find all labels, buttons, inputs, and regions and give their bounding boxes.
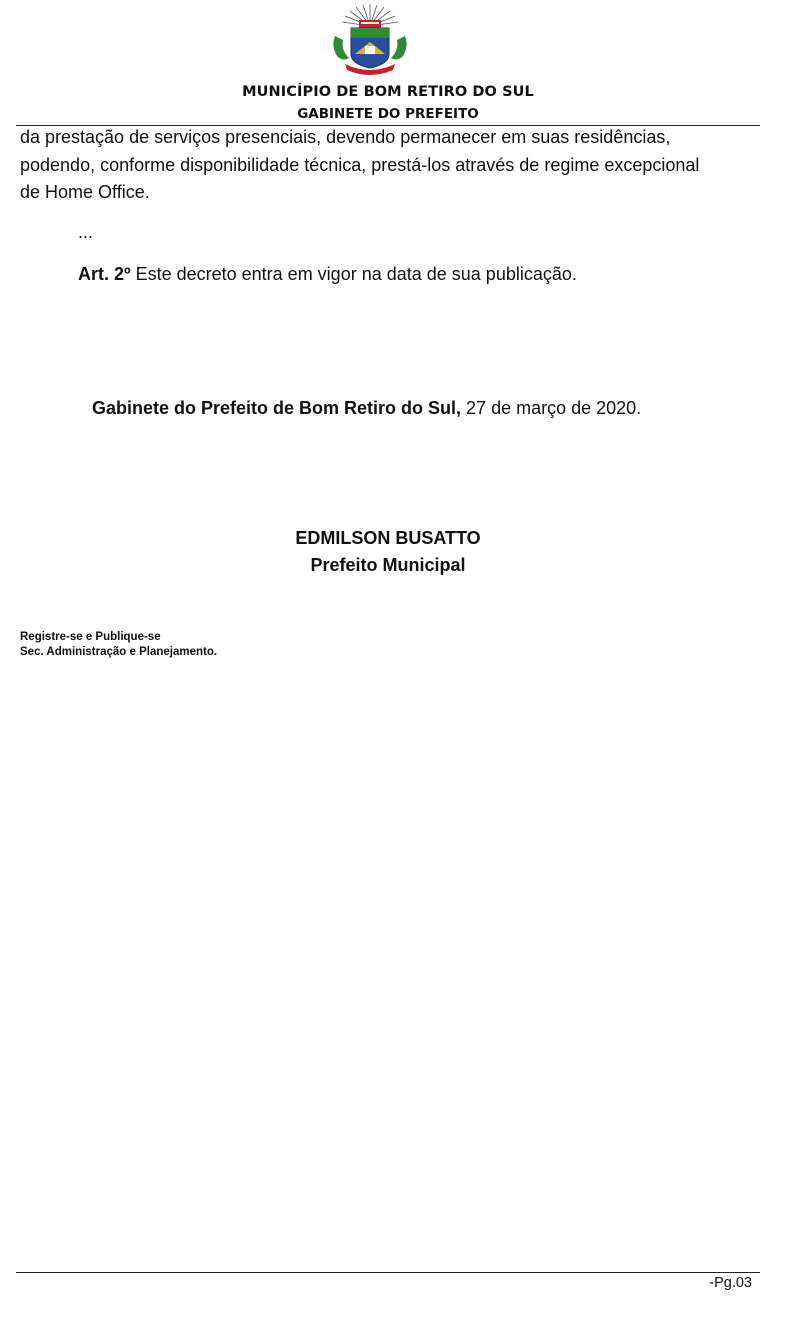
document-header — [0, 0, 800, 126]
place-and-date — [92, 398, 641, 419]
article-label: Art. 2º — [78, 264, 131, 284]
signatory-name: EDMILSON BUSATTO — [295, 528, 481, 548]
department-note: Sec. Administração e Planejamento. — [20, 646, 218, 658]
register-note: Registre-se e Publique-se — [20, 631, 161, 643]
page-number: -Pg.03 — [709, 1275, 752, 1291]
article-text: Este decreto entra em vigor na data de sua publicação. — [130, 264, 577, 284]
decree-paragraph — [20, 124, 753, 207]
signatory-role: Prefeito Municipal — [310, 555, 466, 575]
paragraph-line: de Home Office. — [20, 182, 150, 202]
article-2 — [78, 264, 577, 285]
header-office: GABINETE DO PREFEITO — [297, 106, 479, 122]
omission-ellipsis: ... — [78, 222, 94, 242]
header-municipality: MUNICÍPIO DE BOM RETIRO DO SUL — [242, 84, 534, 100]
date-text: 27 de março de 2020. — [461, 398, 642, 418]
paragraph-line: podendo, conforme disponibilidade técnica, prestá-los através de regime excepcional — [20, 154, 700, 175]
municipal-crest-icon — [325, 2, 415, 80]
place-label: Gabinete do Prefeito de Bom Retiro do Sul, — [92, 398, 462, 418]
paragraph-line: da prestação de serviços presenciais, devendo permanecer em suas residências, — [20, 127, 671, 147]
footer-divider — [16, 1272, 760, 1273]
